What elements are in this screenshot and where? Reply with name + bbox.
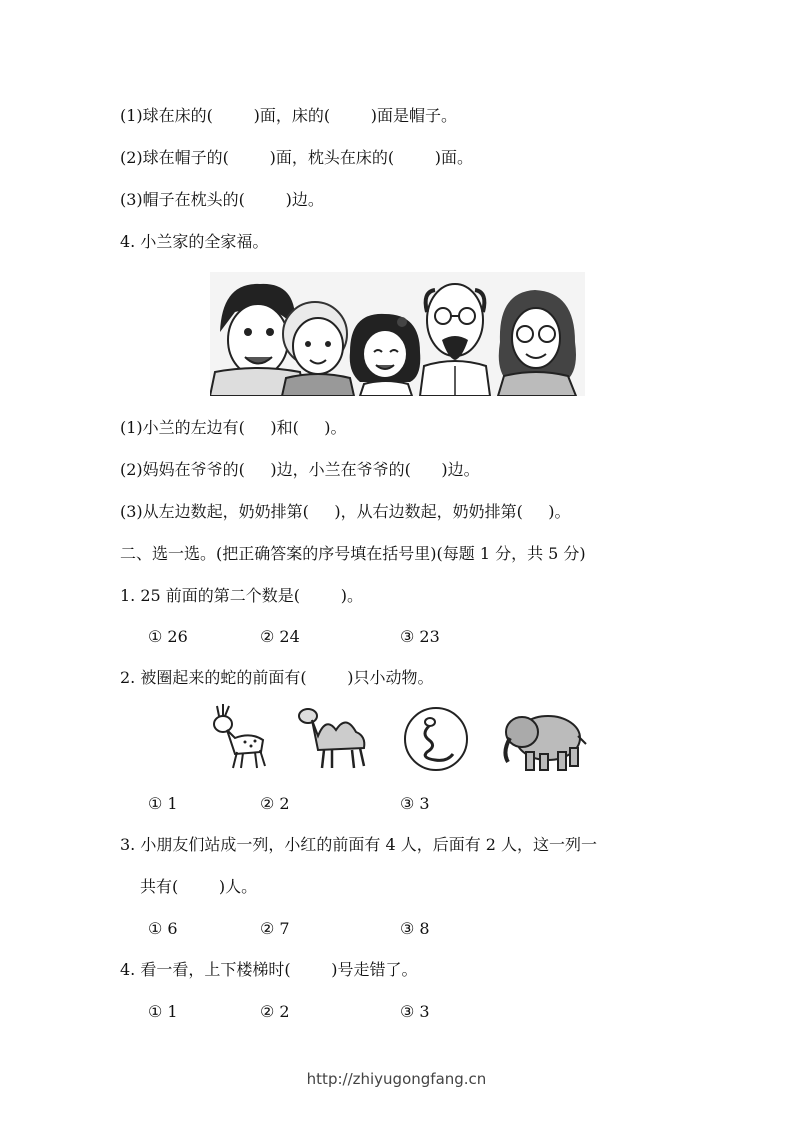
q2-option-3: ③ 3 — [400, 794, 430, 813]
q4-option-1: ① 1 — [148, 1002, 178, 1021]
q4-part-3: (3)从左边数起，奶奶排第( )，从右边数起，奶奶排第( )。 — [120, 502, 571, 521]
q2-option-2: ② 2 — [260, 794, 290, 813]
q4-title: 4. 小兰家的全家福。 — [120, 232, 269, 251]
q3-part-2: (2)球在帽子的( )面，枕头在床的( )面。 — [120, 148, 474, 167]
question-1-text: 1. 25 前面的第二个数是( )。 — [120, 586, 363, 605]
q2-option-1: ① 1 — [148, 794, 178, 813]
question-3-text-cont: 共有( )人。 — [140, 877, 258, 896]
q4-option-2: ② 2 — [260, 1002, 290, 1021]
footer-url: http://zhiyugongfang.cn — [306, 1070, 487, 1088]
q3-option-1: ① 6 — [148, 919, 178, 938]
q4-option-3: ③ 3 — [400, 1002, 430, 1021]
q4-part-2: (2)妈妈在爷爷的( )边，小兰在爷爷的( )边。 — [120, 460, 480, 479]
family-illustration — [210, 272, 585, 396]
q3-option-3: ③ 8 — [400, 919, 430, 938]
circled-snake-icon — [403, 706, 469, 772]
elephant-icon — [498, 708, 588, 774]
q1-option-3: ③ 23 — [400, 627, 440, 646]
question-2-text: 2. 被圈起来的蛇的前面有( )只小动物。 — [120, 668, 434, 687]
mother-figure — [498, 290, 576, 396]
camel-icon — [296, 706, 371, 770]
section2-heading: 二、选一选。(把正确答案的序号填在括号里)(每题 1 分，共 5 分) — [120, 544, 586, 563]
question-3-text: 3. 小朋友们站成一列，小红的前面有 4 人，后面有 2 人，这一列一 — [120, 835, 598, 854]
q3-part-1: (1)球在床的( )面，床的( )面是帽子。 — [120, 106, 458, 125]
q3-option-2: ② 7 — [260, 919, 290, 938]
question-4-text: 4. 看一看，上下楼梯时( )号走错了。 — [120, 960, 418, 979]
q1-option-1: ① 26 — [148, 627, 188, 646]
q4-part-1: (1)小兰的左边有( )和( )。 — [120, 418, 347, 437]
deer-icon — [205, 702, 270, 770]
q1-option-2: ② 24 — [260, 627, 300, 646]
q3-part-3: (3)帽子在枕头的( )边。 — [120, 190, 324, 209]
